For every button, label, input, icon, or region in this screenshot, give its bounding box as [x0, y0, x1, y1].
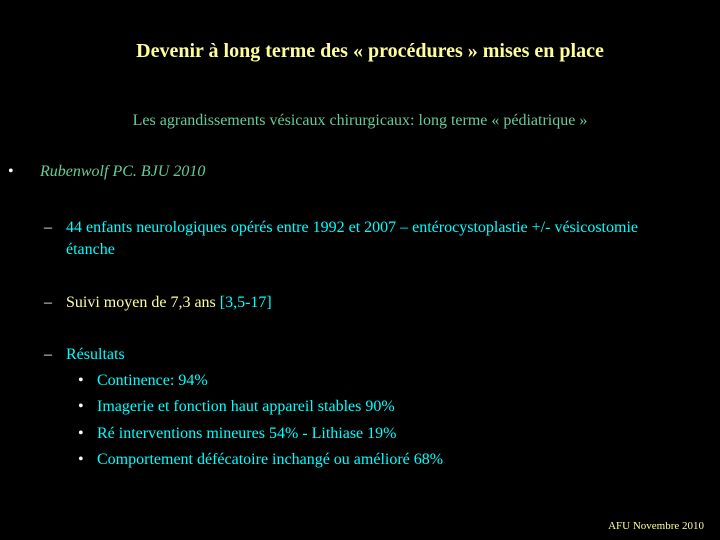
cohort-text: 44 enfants neurologiques opérés entre 1992 et 2007 – entérocystoplastie +/- vésicostomie étanche — [66, 219, 638, 258]
reference-text: Rubenwolf PC. BJU 2010 — [40, 163, 206, 180]
result-text: Comportement défécatoire inchangé ou amélioré 68% — [97, 451, 444, 468]
dash-marker: – — [44, 294, 52, 311]
dash-marker: – — [44, 346, 52, 363]
followup-text — [66, 292, 272, 314]
followup-range: [3,5-17] — [219, 294, 272, 311]
dot-marker: • — [78, 425, 84, 442]
followup-label: Suivi moyen de 7,3 ans — [66, 294, 216, 311]
dot-marker: • — [78, 372, 84, 389]
slide-subtitle: Les agrandissements vésicaux chirurgicaux: long terme « pédiatrique » — [132, 112, 588, 129]
results-label: Résultats — [66, 346, 125, 363]
result-text: Imagerie et fonction haut appareil stables 90% — [97, 398, 395, 415]
result-text: Ré interventions mineures 54% - Lithiase 19% — [97, 425, 397, 442]
footer-text: AFU Novembre 2010 — [608, 520, 704, 532]
dot-marker: • — [78, 451, 84, 468]
bullet-marker: • — [8, 163, 14, 180]
slide-title: Devenir à long terme des « procédures » mises en place — [136, 40, 604, 62]
dash-marker: – — [44, 219, 52, 236]
result-text: Continence: 94% — [97, 372, 208, 389]
dot-marker: • — [78, 398, 84, 415]
